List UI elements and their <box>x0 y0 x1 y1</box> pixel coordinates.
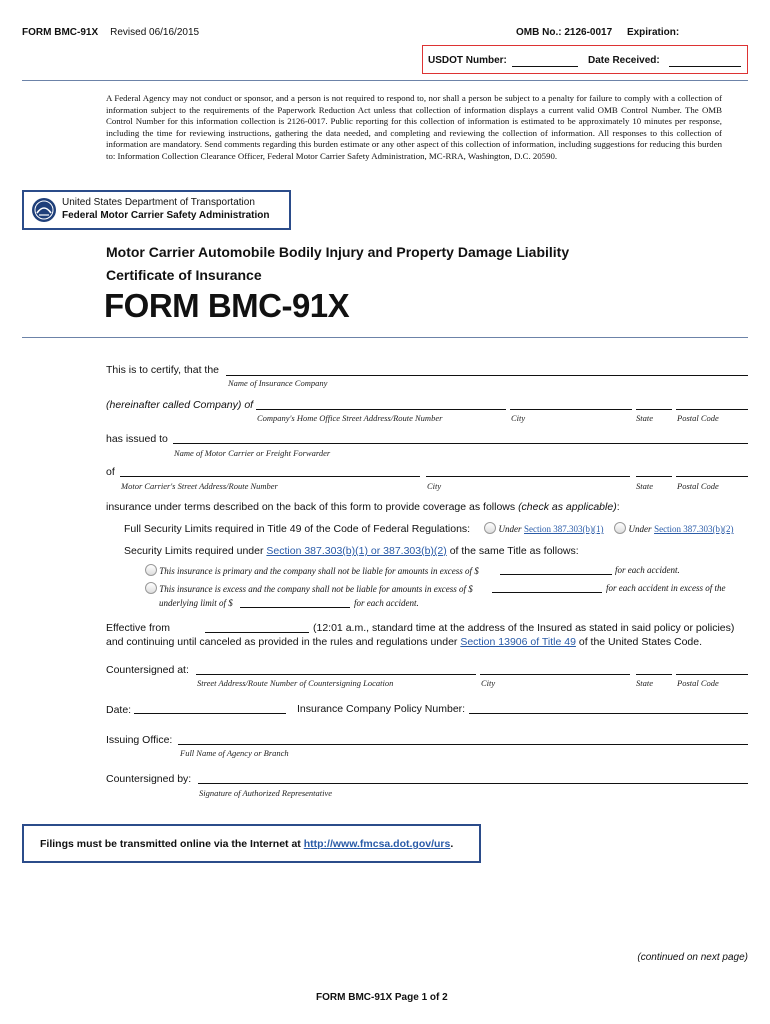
home-office-caption: Company's Home Office Street Address/Route Number <box>257 413 443 423</box>
signature-caption: Signature of Authorized Representative <box>199 788 333 798</box>
hereinafter-label: (hereinafter called Company) of <box>106 399 254 411</box>
agency-department: United States Department of Transportation <box>62 197 255 208</box>
link-section-b1[interactable]: Section 387.303(b)(1) <box>524 524 604 534</box>
countersigned-at-label: Countersigned at: <box>106 664 189 676</box>
carrier-address-field[interactable] <box>120 476 420 477</box>
insurance-terms-line: insurance under terms described on the back of this form to provide coverage as follows (check as applicable): <box>106 501 620 513</box>
agency-administration: Federal Motor Carrier Safety Administration <box>62 210 270 221</box>
carrier-city-field[interactable] <box>426 476 630 477</box>
filing-notice-box <box>22 824 481 863</box>
agency-caption: Full Name of Agency or Branch <box>180 748 289 758</box>
primary-text: This insurance is primary and the company shall not be liable for amounts in excess of $ <box>159 566 479 576</box>
countersign-postal-field[interactable] <box>676 674 748 675</box>
underlying-tail: for each accident. <box>354 598 419 608</box>
countersign-city-field[interactable] <box>480 674 630 675</box>
form-name: FORM BMC-91X <box>104 287 350 324</box>
issuing-office-field[interactable] <box>178 744 748 745</box>
revised-date: Revised 06/16/2015 <box>110 27 200 38</box>
state-caption: State <box>636 413 653 423</box>
continuing-line <box>106 636 702 648</box>
excess-tail: for each accident in excess of the <box>606 583 726 593</box>
link-section-b2[interactable]: Section 387.303(b)(2) <box>654 524 734 534</box>
form-id-header <box>22 27 199 38</box>
form-title-line1: Motor Carrier Automobile Bodily Injury and Property Damage Liability <box>106 244 570 260</box>
under-label-b2: Under <box>628 524 652 534</box>
link-section-13906[interactable]: Section 13906 of Title 49 <box>460 636 576 648</box>
carrier-postal-caption: Postal Code <box>677 481 719 491</box>
carrier-address-caption: Motor Carrier's Street Address/Route Number <box>121 481 278 491</box>
countersigned-by-label: Countersigned by: <box>106 773 192 785</box>
postal-caption: Postal Code <box>677 413 719 423</box>
insurance-company-caption: Name of Insurance Company <box>228 378 328 388</box>
countersign-city-caption: City <box>481 678 496 688</box>
filing-period: . <box>450 838 454 850</box>
underlying-text: underlying limit of $ <box>159 598 233 608</box>
radio-primary[interactable] <box>145 564 157 576</box>
security-limits-pre: Security Limits required under <box>124 545 264 557</box>
home-office-postal-field[interactable] <box>676 409 748 410</box>
policy-number-label: Insurance Company Policy Number: <box>297 703 466 715</box>
home-office-city-field[interactable] <box>510 409 632 410</box>
countersign-address-caption: Street Address/Route Number of Countersigning Location <box>197 678 394 688</box>
filing-text: Filings must be transmitted online via the Internet at <box>40 838 301 850</box>
carrier-postal-field[interactable] <box>676 476 748 477</box>
effective-from-label: Effective from <box>106 622 170 634</box>
full-security-line <box>124 523 470 535</box>
primary-amount-field[interactable] <box>500 574 612 575</box>
full-security-options <box>484 522 734 534</box>
page-footer: FORM BMC-91X Page 1 of 2 <box>316 992 448 1003</box>
of-label: of <box>106 466 115 478</box>
motor-carrier-caption: Name of Motor Carrier or Freight Forwarder <box>174 448 331 458</box>
date-label: Date: <box>106 704 132 716</box>
motor-carrier-name-field[interactable] <box>173 443 748 444</box>
continuing-pre: and continuing until canceled as provided in the rules and regulations under <box>106 636 458 648</box>
omb-block <box>516 27 679 38</box>
primary-tail: for each accident. <box>615 565 680 575</box>
carrier-state-caption: State <box>636 481 653 491</box>
header-divider <box>22 80 748 81</box>
continued-note: (continued on next page) <box>637 952 748 963</box>
usdot-number-field[interactable] <box>512 66 578 67</box>
excess-amount-field[interactable] <box>492 592 602 593</box>
office-use-box <box>422 45 748 74</box>
security-limits-line <box>124 545 579 557</box>
excess-text: This insurance is excess and the company shall not be liable for amounts in excess of $ <box>159 584 473 594</box>
has-issued-label: has issued to <box>106 433 168 445</box>
radio-excess[interactable] <box>145 582 157 594</box>
dot-seal-icon <box>31 197 57 223</box>
agency-box <box>22 190 291 230</box>
radio-section-b2[interactable] <box>614 522 626 534</box>
form-id: FORM BMC-91X <box>22 27 99 38</box>
countersign-address-field[interactable] <box>196 674 476 675</box>
effective-date-field[interactable] <box>205 632 309 633</box>
date-received-field[interactable] <box>669 66 741 67</box>
insurance-terms-text: insurance under terms described on the back of this form to provide coverage as follows <box>106 501 516 513</box>
date-received-label: Date Received: <box>588 55 660 66</box>
carrier-city-caption: City <box>427 481 442 491</box>
under-label-b1: Under <box>498 524 522 534</box>
expiration-label: Expiration: <box>626 27 680 38</box>
city-caption: City <box>511 413 526 423</box>
issuing-office-label: Issuing Office: <box>106 734 173 746</box>
paperwork-notice: A Federal Agency may not conduct or sponsor, and a person is not required to respond to, nor shall a person be subject to a penalty for failure to comply with a collection of information subject to the requirements of the Paperwork Reduction Act unless that collection of information displays a current valid OMB Control Number. The OMB Control Number for this information collection is 2126-0017. Public reporting for this collection of information is estimated to be approximately 10 minutes per response, including the time for reviewing instructions, gathering the data needed, and completing and reviewing the collection of information. All responses to this collection of information are mandatory. Send comments regarding this burden estimate or any other aspect of this collection of information, including suggestions for reducing this burden to: Information Collection Clearance Officer, Federal Motor Carrier Safety Administration, MC-RRA, Washington, D.C. 20590. <box>106 93 722 161</box>
full-security-text: Full Security Limits required in Title 49 of the Code of Federal Regulations: <box>124 523 471 535</box>
security-limits-post: of the same Title as follows: <box>449 545 579 557</box>
countersign-state-field[interactable] <box>636 674 672 675</box>
home-office-address-field[interactable] <box>256 409 506 410</box>
insurance-company-name-field[interactable] <box>226 375 748 376</box>
check-applicable-note: (check as applicable) <box>518 501 617 513</box>
certify-label: This is to certify, that the <box>106 364 220 376</box>
effective-note: (12:01 a.m., standard time at the address of the Insured as stated in said policy or policies) <box>313 622 735 634</box>
filing-url-link[interactable]: http://www.fmcsa.dot.gov/urs <box>303 838 451 850</box>
excess-option-line <box>145 582 473 594</box>
countersign-state-caption: State <box>636 678 653 688</box>
underlying-amount-field[interactable] <box>240 607 350 608</box>
date-field[interactable] <box>134 713 286 714</box>
policy-number-field[interactable] <box>469 713 748 714</box>
filing-notice <box>40 838 453 850</box>
home-office-state-field[interactable] <box>636 409 672 410</box>
form-title-line2: Certificate of Insurance <box>106 267 262 283</box>
usdot-label: USDOT Number: <box>428 55 507 66</box>
radio-section-b1[interactable] <box>484 522 496 534</box>
primary-option-line <box>145 564 479 576</box>
countersign-postal-caption: Postal Code <box>677 678 719 688</box>
link-security-limits[interactable]: Section 387.303(b)(1) or 387.303(b)(2) <box>266 545 447 557</box>
carrier-state-field[interactable] <box>636 476 672 477</box>
title-divider <box>22 337 748 338</box>
omb-number: OMB No.: 2126-0017 <box>516 27 613 38</box>
continuing-post: of the United States Code. <box>578 636 703 648</box>
signature-field[interactable] <box>198 783 748 784</box>
